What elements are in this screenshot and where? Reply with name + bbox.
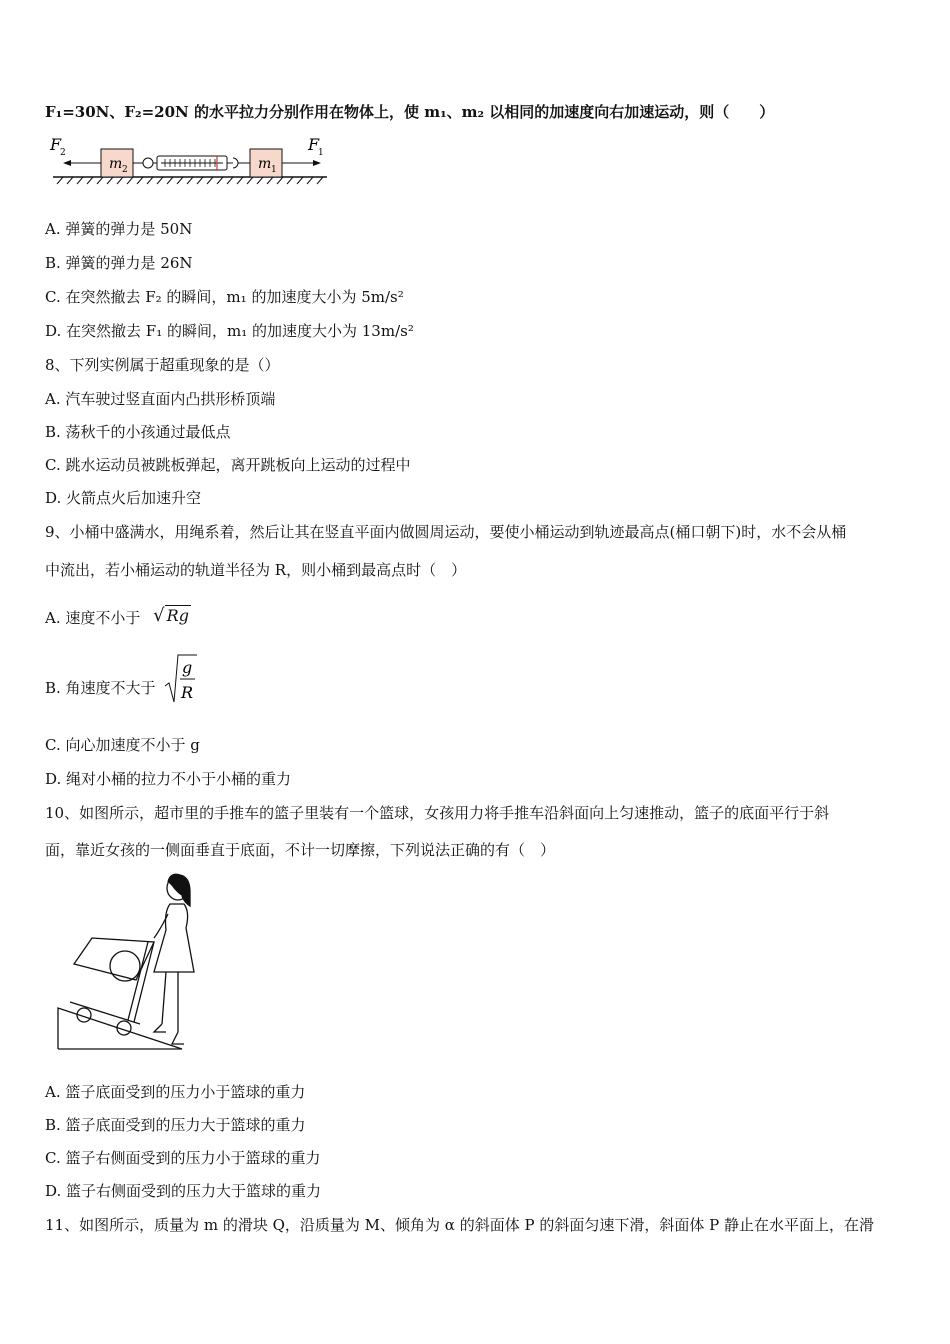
- label-m2: m: [109, 156, 123, 172]
- q10-option-b: B. 篮子底面受到的压力大于篮球的重力: [45, 1116, 306, 1134]
- q10-option-a: A. 篮子底面受到的压力小于篮球的重力: [45, 1083, 306, 1101]
- q9-stem-line-2: 中流出，若小桶运动的轨道半径为 R，则小桶到最高点时（ ）: [45, 561, 467, 579]
- sqrt-g-over-r: [164, 652, 198, 706]
- label-m1-sub: 1: [271, 165, 277, 175]
- sqrt-sign: √: [153, 605, 165, 626]
- q9-option-a-text: A. 速度不小于: [45, 609, 141, 627]
- q10-option-c: C. 篮子右侧面受到的压力小于篮球的重力: [45, 1149, 321, 1167]
- cart-basket: [74, 938, 154, 980]
- fraction-numerator: g: [182, 658, 193, 677]
- q8-option-b: B. 荡秋千的小孩通过最低点: [45, 423, 231, 441]
- label-f2-sub: 2: [60, 148, 66, 158]
- q10-stem-line-2: 面，靠近女孩的一侧面垂直于底面，不计一切摩擦，下列说法正确的有（ ）: [45, 841, 556, 859]
- q8-option-a: A. 汽车驶过竖直面内凸拱形桥顶端: [45, 390, 276, 408]
- sqrt-rg-radicand: Rg: [166, 606, 189, 625]
- girl-leg-left: [162, 972, 166, 1024]
- q10-option-d: D. 篮子右侧面受到的压力大于篮球的重力: [45, 1182, 322, 1200]
- spring-scale: [133, 156, 250, 170]
- cart-incline-figure: [52, 872, 202, 1054]
- label-m1: m: [258, 156, 272, 172]
- q7-option-d: D. 在突然撤去 F₁ 的瞬间，m₁ 的加速度大小为 13m/s²: [45, 322, 414, 340]
- girl-hair-fill: [168, 874, 190, 906]
- q9-option-a: [45, 606, 191, 628]
- q8-stem: 8、下列实例属于超重现象的是（）: [45, 356, 280, 374]
- label-f1-sub: 1: [318, 148, 324, 158]
- q8-option-c: C. 跳水运动员被跳板弹起，离开跳板向上运动的过程中: [45, 456, 411, 474]
- q9-option-d: D. 绳对小桶的拉力不小于小桶的重力: [45, 770, 292, 788]
- label-f2: F: [50, 135, 62, 154]
- q8-option-d: D. 火箭点火后加速升空: [45, 489, 202, 507]
- q7-option-a: A. 弹簧的弹力是 50N: [45, 220, 193, 238]
- q11-stem: 11、如图所示，质量为 m 的滑块 Q，沿质量为 M、倾角为 α 的斜面体 P 的斜面匀速下滑，斜面体 P 静止在水平面上，在滑: [45, 1216, 874, 1234]
- cart-handle: [134, 942, 154, 1022]
- q9-option-c: C. 向心加速度不小于 g: [45, 736, 200, 754]
- label-f1: F: [308, 135, 320, 154]
- q7-stem: F₁=30N、F₂=20N 的水平拉力分别作用在物体上，使 m₁、m₂ 以相同的加速度向右加速运动，则（ ）: [45, 103, 775, 121]
- q9-option-b-text: B. 角速度不大于: [45, 679, 156, 697]
- spring-blocks-figure: [45, 132, 335, 188]
- q7-option-b: B. 弹簧的弹力是 26N: [45, 254, 193, 272]
- sqrt-rg: [153, 606, 191, 626]
- q9-option-b: [45, 678, 156, 698]
- q7-option-c: C. 在突然撤去 F₂ 的瞬间，m₁ 的加速度大小为 5m/s²: [45, 288, 404, 306]
- girl-dress: [154, 904, 194, 972]
- fraction-denominator: R: [181, 683, 194, 702]
- label-m2-sub: 2: [122, 165, 128, 175]
- q10-stem-line-1: 10、如图所示，超市里的手推车的篮子里装有一个篮球，女孩用力将手推车沿斜面向上匀速推动，篮子的底面平行于斜: [45, 804, 830, 822]
- q9-stem-line-1: 9、小桶中盛满水，用绳系着，然后让其在竖直平面内做圆周运动，要使小桶运动到轨迹最高点(桶口朝下)时，水不会从桶: [45, 523, 847, 541]
